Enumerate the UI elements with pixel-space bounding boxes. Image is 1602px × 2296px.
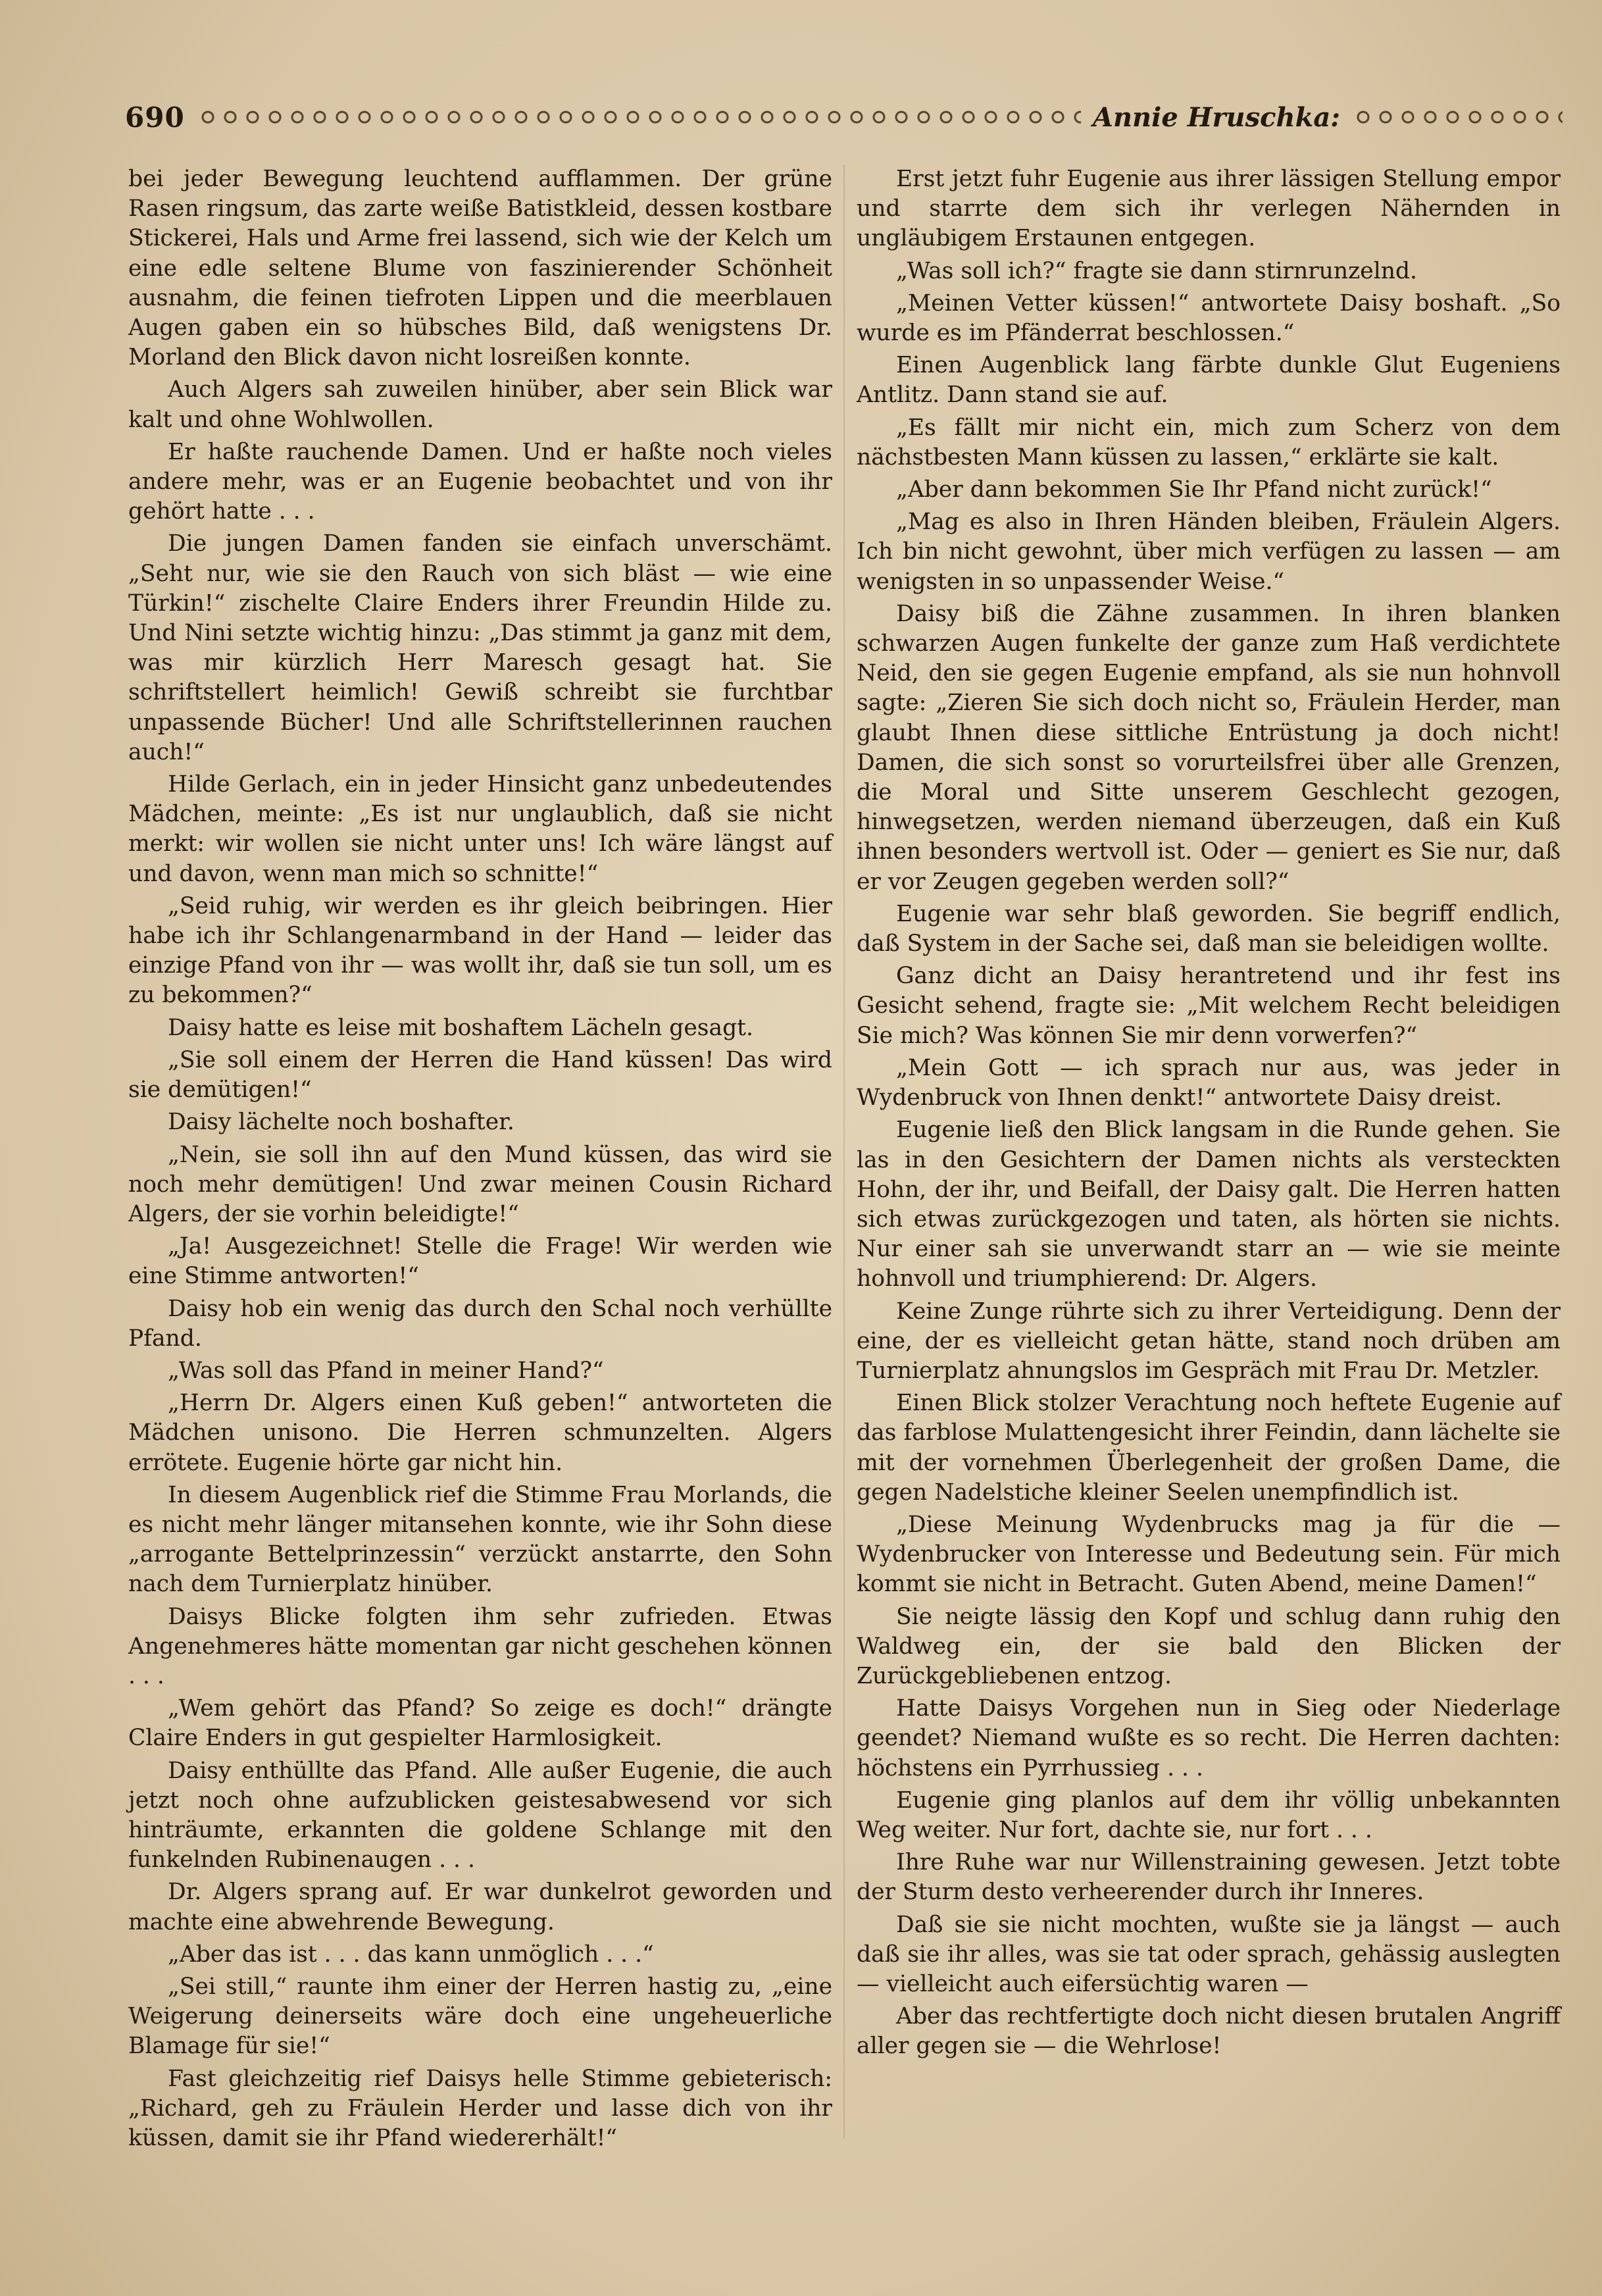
ornament-right <box>1352 107 1563 127</box>
paragraph: „Wem gehört das Pfand? So zeige es doch!“ drängte Claire Enders in gut gespielter Harmlosigkeit. <box>128 1695 832 1752</box>
paragraph: Hatte Daisys Vorgehen nun in Sieg oder Niederlage geendet? Niemand wußte es so recht. Die Herren dachten: höchstens ein Pyrrhussieg . . . <box>857 1695 1561 1781</box>
paragraph: Daß sie sie nicht mochten, wußte sie ja längst — auch daß sie ihr alles, was sie tat oder sprach, gehässig auslegten — vielleicht auch eifersüchtig waren — <box>857 1911 1561 1997</box>
paragraph: „Mein Gott — ich sprach nur aus, was jeder in Wydenbruck von Ihnen denkt!“ antwortete Daisy dreist. <box>857 1054 1561 1111</box>
paragraph: Er haßte rauchende Damen. Und er haßte noch vieles andere mehr, was er an Eugenie beobachtet und von ihr gehört hatte . . . <box>128 438 832 525</box>
running-head-author: Annie Hruschka: <box>1092 101 1340 133</box>
paragraph: Einen Augenblick lang färbte dunkle Glut Eugeniens Antlitz. Dann stand sie auf. <box>857 352 1561 409</box>
paragraph: Einen Blick stolzer Verachtung noch heftete Eugenie auf das farblose Mulattengesicht ihrer Feindin, dann lächelte sie mit der vornehmen Überlegenheit der großen Dame, die gegen Nadelstiche kleiner Seelen unempfindlich ist. <box>857 1390 1561 1506</box>
paragraph: Eugenie ließ den Blick langsam in die Runde gehen. Sie las in den Gesichtern der Damen nichts als versteckten Hohn, der ihr, und Beifall, der Daisy galt. Die Herren hatten sich etwas zurückgezogen und taten, als hörten sie nichts. Nur einer sah sie unverwandt starr an — wie sie meinte hohnvoll und triumphierend: Dr. Algers. <box>857 1117 1561 1292</box>
running-header <box>125 91 1563 143</box>
paragraph: „Sei still,“ raunte ihm einer der Herren hastig zu, „eine Weigerung deinerseits wäre doch eine ungeheuerliche Blamage für sie!“ <box>128 1973 832 2060</box>
paragraph: Daisy hatte es leise mit boshaftem Lächeln gesagt. <box>168 1014 753 1041</box>
paragraph: „Nein, sie soll ihn auf den Mund küssen, das wird sie noch mehr demütigen! Und zwar meinen Cousin Richard Algers, der sie vorhin beleidigte!“ <box>128 1141 832 1227</box>
paragraph: In diesem Augenblick rief die Stimme Frau Morlands, die es nicht mehr länger mitansehen konnte, wie ihr Sohn diese „arrogante Bettelprinzessin“ verzückt anstarrte, den Sohn nach dem Turnierplatz hinüber. <box>128 1481 832 1598</box>
paragraph: Eugenie war sehr blaß geworden. Sie begriff endlich, daß System in der Sache sei, daß man sie beleidigen wollte. <box>857 900 1561 957</box>
paragraph: bei jeder Bewegung leuchtend aufflammen. Der grüne Rasen ringsum, das zarte weiße Batistkleid, dessen kostbare Stickerei, Hals und Arme frei lassend, sich wie der Kelch um eine edle seltene Blume von faszinierender Schönheit ausnahm, die feinen tiefroten Lippen und die meerblauen Augen gaben ein so hübsches Bild, daß wenigstens Dr. Morland den Blick davon nicht losreißen konnte. <box>128 166 832 371</box>
paragraph: Aber das rechtfertigte doch nicht diesen brutalen Angriff aller gegen sie — die Wehrlose! <box>857 2003 1561 2060</box>
paragraph: Hilde Gerlach, ein in jeder Hinsicht ganz unbedeutendes Mädchen, meinte: „Es ist nur unglaublich, daß sie nicht merkt: wir wollen sie nicht unter uns! Ich wäre längst auf und davon, wenn man mich so schnitte!“ <box>128 771 832 887</box>
paragraph: Daisys Blicke folgten ihm sehr zufrieden. Etwas Angenehmeres hätte momentan gar nicht geschehen können . . . <box>128 1603 832 1689</box>
paragraph: „Herrn Dr. Algers einen Kuß geben!“ antworteten die Mädchen unisono. Die Herren schmunzelten. Algers errötete. Eugenie hörte gar nicht hin. <box>128 1390 832 1476</box>
paragraph: „Meinen Vetter küssen!“ antwortete Daisy boshaft. „So wurde es im Pfänderrat beschlossen.“ <box>857 290 1561 347</box>
paragraph: „Sie soll einem der Herren die Hand küssen! Das wird sie demütigen!“ <box>128 1046 832 1104</box>
paragraph: Sie neigte lässig den Kopf und schlug dann ruhig den Waldweg ein, der sie bald den Blicken der Zurückgebliebenen entzog. <box>857 1603 1561 1689</box>
paragraph: Fast gleichzeitig rief Daisys helle Stimme gebieterisch: „Richard, geh zu Fräulein Herder und lasse dich von ihr küssen, damit sie ihr Pfand wiedererhält!“ <box>128 2065 832 2151</box>
paragraph: Keine Zunge rührte sich zu ihrer Verteidigung. Denn der eine, der es vielleicht getan hätte, stand noch drüben am Turnierplatz ahnungslos im Gespräch mit Frau Dr. Metzler. <box>857 1298 1561 1384</box>
paragraph: Dr. Algers sprang auf. Er war dunkelrot geworden und machte eine abwehrende Bewegung. <box>128 1879 832 1935</box>
paragraph: Die jungen Damen fanden sie einfach unverschämt. „Seht nur, wie sie den Rauch von sich bläst — wie eine Türkin!“ zischelte Claire Enders ihrer Freundin Hilde zu. Und Nini setzte wichtig hinzu: „Das stimmt ja ganz mit dem, was mir kürzlich Herr Maresch gesagt hat. Sie schriftstellert heimlich! Gewiß schreibt sie furchtbar unpassende Bücher! Und alle Schriftstellerinnen rauchen auch!“ <box>128 530 832 765</box>
paragraph: Ihre Ruhe war nur Willenstraining gewesen. Jetzt tobte der Sturm desto verheerender durch ihr Inneres. <box>857 1849 1561 1906</box>
paragraph: Auch Algers sah zuweilen hinüber, aber sein Blick war kalt und ohne Wohlwollen. <box>128 376 832 433</box>
paragraph: „Aber das ist . . . das kann unmöglich . . .“ <box>168 1941 654 1968</box>
paragraph: Eugenie ging planlos auf dem ihr völlig unbekannten Weg weiter. Nur fort, dachte sie, nur fort . . . <box>857 1787 1561 1843</box>
paragraph: „Mag es also in Ihren Händen bleiben, Fräulein Algers. Ich bin nicht gewohnt, über mich verfügen zu lassen — am wenigsten in so unpassender Weise.“ <box>857 509 1561 595</box>
paragraph: „Was soll ich?“ fragte sie dann stirnrunzelnd. <box>896 257 1418 284</box>
paragraph: Daisy lächelte noch boshafter. <box>168 1109 514 1136</box>
paragraph: „Es fällt mir nicht ein, mich zum Scherz von dem nächstbesten Mann küssen zu lassen,“ erklärte sie kalt. <box>857 414 1561 471</box>
paragraph: Daisy biß die Zähne zusammen. In ihren blanken schwarzen Augen funkelte der ganze zum Haß verdichtete Neid, den sie gegen Eugenie empfand, als sie nun hohnvoll sagte: „Zieren Sie sich doch nicht so, Fräulein Herder, man glaubt Ihnen diese sittliche Entrüstung ja doch nicht! Damen, die sich sonst so vorurteilsfrei über alle Grenzen, die Moral und Sitte unserem Geschlecht gezogen, hinwegsetzen, werden niemand überzeugen, daß ein Kuß ihnen besonders wertvoll ist. Oder — geniert es Sie nur, daß er vor Zeugen gegeben werden soll?“ <box>857 600 1561 895</box>
paragraph: Erst jetzt fuhr Eugenie aus ihrer lässigen Stellung empor und starrte dem sich ihr verlegen Nähernden in ungläubigem Erstaunen entgegen. <box>857 166 1561 252</box>
page-number: 690 <box>125 101 185 134</box>
paragraph: Daisy hob ein wenig das durch den Schal noch verhüllte Pfand. <box>128 1295 832 1352</box>
left-column <box>128 165 832 2156</box>
paragraph: Ganz dicht an Daisy herantretend und ihr fest ins Gesicht sehend, fragte sie: „Mit welchem Recht beleidigen Sie mich? Was können Sie mir denn vorwerfen?“ <box>857 963 1561 1049</box>
column-divider <box>843 165 845 2139</box>
paragraph: „Was soll das Pfand in meiner Hand?“ <box>168 1357 604 1384</box>
paragraph: „Diese Meinung Wydenbrucks mag ja für die — Wydenbrucker von Interesse und Bedeutung sein. Für mich kommt sie nicht in Betracht. Guten Abend, meine Damen!“ <box>857 1511 1561 1598</box>
paragraph: „Seid ruhig, wir werden es ihr gleich beibringen. Hier habe ich ihr Schlangenarmband in der Hand — leider das einzige Pfand von ihr — was wollt ihr, daß sie tun soll, um es zu bekommen?“ <box>128 892 832 1009</box>
paragraph: „Aber dann bekommen Sie Ihr Pfand nicht zurück!“ <box>896 476 1492 503</box>
right-column <box>857 165 1561 2064</box>
paragraph: Daisy enthüllte das Pfand. Alle außer Eugenie, die auch jetzt noch ohne aufzublicken geistesabwesend vor sich hinträumte, erkannten die goldene Schlange mit den funkelnden Rubinenaugen . . . <box>128 1757 832 1874</box>
ornament-left <box>197 107 1081 127</box>
paragraph: „Ja! Ausgezeichnet! Stelle die Frage! Wir werden wie eine Stimme antworten!“ <box>128 1233 832 1290</box>
